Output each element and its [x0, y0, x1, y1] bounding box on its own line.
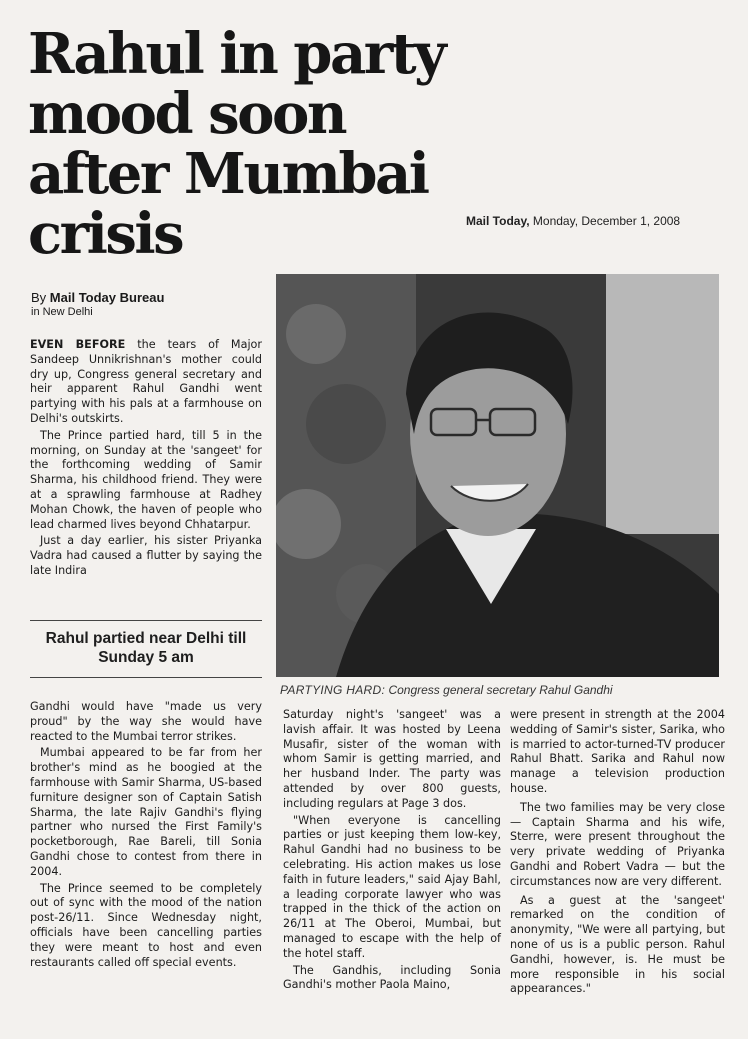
lead-in: EVEN BEFORE — [30, 338, 126, 351]
byline-author-line — [31, 290, 261, 305]
article-photo — [276, 274, 719, 677]
pull-quote: Rahul partied near Delhi till Sunday 5 am — [30, 620, 262, 678]
paragraph: The two families may be very close — Captain Sharma and his wife, Sterre, were present throughout the very private wedding of Priyanka Gandhi and Robert Vadra — but the circumstances now are very different. — [510, 800, 725, 888]
photo-caption — [280, 683, 730, 697]
article-headline: Rahul in party mood soon after Mumbai crisis — [28, 21, 445, 267]
paragraph: Gandhi would have "made us very proud" by the way she would have reacted to the Mumbai terror strikes. — [30, 700, 262, 743]
paragraph: The Prince seemed to be completely out of sync with the mood of the nation post-26/11. Since Wednesday night, officials have been cancelling parties they were meant to host and even restaurants called off special events. — [30, 881, 262, 969]
column-1-bottom — [30, 700, 262, 972]
byline-location: in New Delhi — [31, 306, 93, 318]
paragraph: The Prince partied hard, till 5 in the morning, on Sunday at the 'sangeet' for the forthcoming wedding of Samir Sharma, his childhood friend. They were at a sprawling farmhouse at Radhey Mohan Chowk, the haven of people who lead charmed lives beyond Chhatarpur. — [30, 428, 262, 531]
dateline — [466, 214, 736, 228]
paragraph: were present in strength at the 2004 wedding of Samir's sister, Sarika, who is married to actor-turned-TV producer Rahul Bhatt. Sarika and Rahul now manage a television production house. — [510, 708, 725, 795]
paragraph: The Gandhis, including Sonia Gandhi's mother Paola Maino, — [283, 963, 501, 992]
publication-date: Monday, December 1, 2008 — [532, 214, 681, 228]
byline — [31, 290, 261, 318]
paragraph: Mumbai appeared to be far from her brother's mind as he boogied at the farmhouse with Samir Sharma, US-based furniture designer son of Captain Satish Sharma, the late Rajiv Gandhi's flying partner who nursed the First Family's pocketborough, Rae Bareli, till Sonia Gandhi chose to contest from there in 2004. — [30, 746, 262, 878]
byline-prefix: By — [31, 290, 47, 305]
publication-name: Mail Today, — [466, 214, 530, 228]
paragraph: As a guest at the 'sangeet' remarked on the condition of anonymity, "We were all partying, but none of us is a public person. Rahul Gandhi, however, is. He must be more responsible in his social appearances." — [510, 893, 725, 996]
paragraph: EVEN BEFORE the tears of Major Sandeep Unnikrishnan's mother could dry up, Congress general secretary and heir apparent Rahul Gandhi went partying with his pals at a farmhouse on Delhi's outskirts. — [30, 338, 262, 425]
column-1-top — [30, 338, 262, 581]
paragraph: Just a day earlier, his sister Priyanka Vadra had caused a flutter by saying the late Indira — [30, 534, 262, 577]
caption-text: Congress general secretary Rahul Gandhi — [388, 683, 613, 697]
caption-label: PARTYING HARD: — [280, 683, 386, 697]
paragraph: Saturday night's 'sangeet' was a lavish affair. It was hosted by Leena Musafir, sister of the woman with whom Samir is getting married, and her husband Inder. The party was attended by over 800 guests, including regulars at Page 3 dos. — [283, 708, 501, 810]
column-3 — [510, 708, 725, 999]
column-2 — [283, 708, 501, 995]
paragraph: "When everyone is cancelling parties or just keeping them low-key, Rahul Gandhi had no business to be celebrating. His action makes us lose faith in future leaders," said Ajay Bahl, a leading corporate lawyer who was trapped in the thick of the action on 26/11 at The Oberoi, Mumbai, but managed to escape with the help of the hotel staff. — [283, 813, 501, 960]
byline-author: Mail Today Bureau — [49, 290, 165, 305]
portrait-image — [276, 274, 719, 677]
